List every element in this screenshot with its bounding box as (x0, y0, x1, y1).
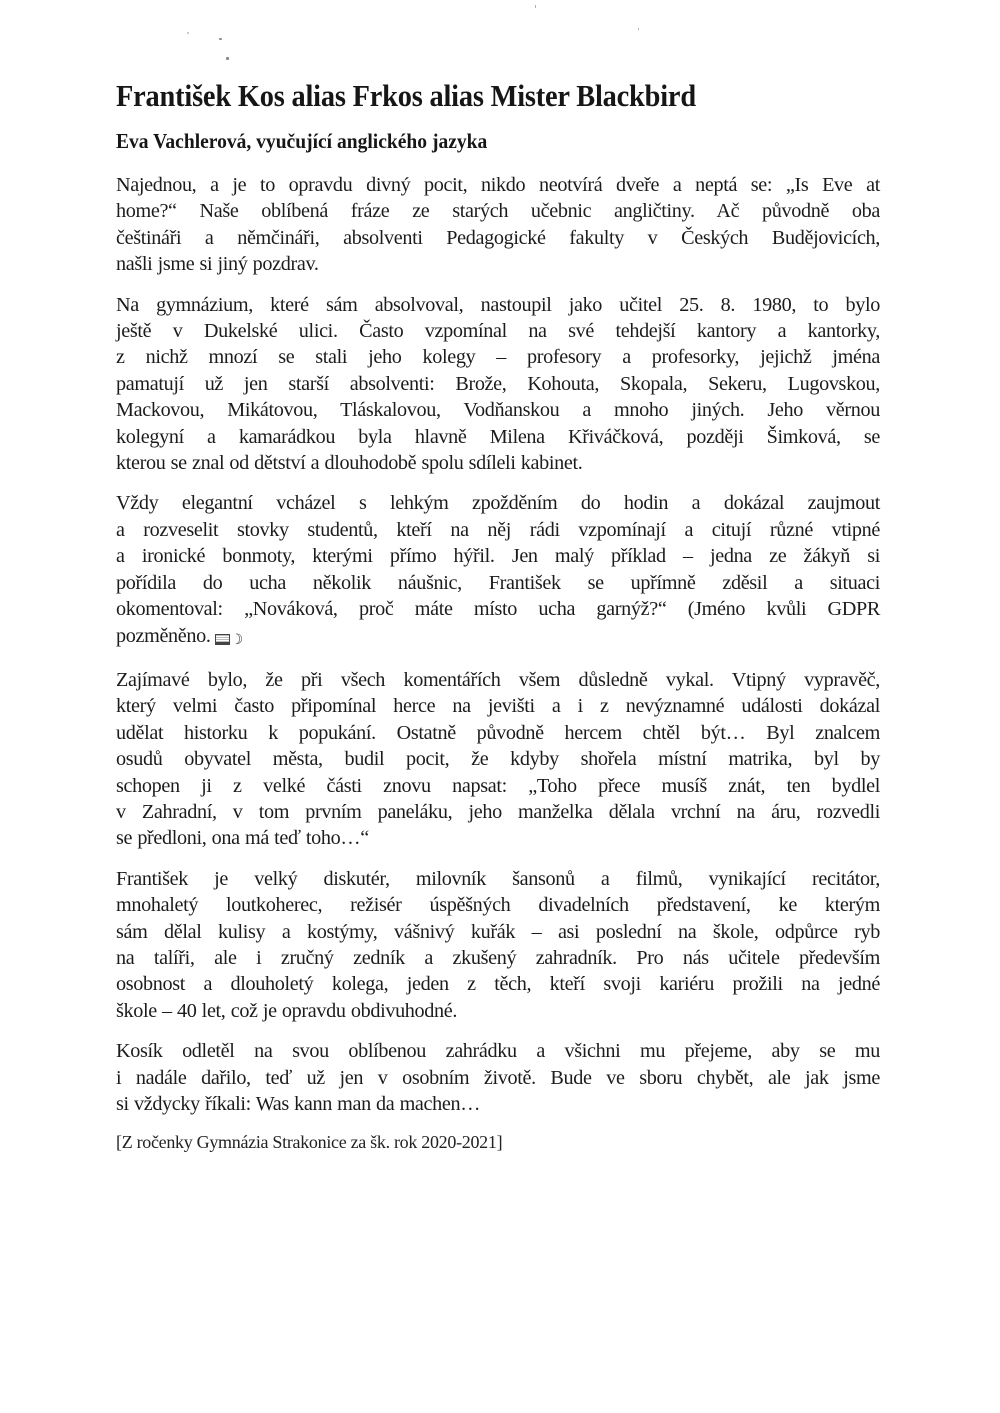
text-line: a rozveselit stovky studentů, kteří na něj rádi vzpomínají a citují různé vtipné (116, 518, 880, 541)
computer-icon (215, 634, 230, 645)
text-line: se předloni, ona má teď toho…“ (116, 827, 369, 850)
text-line (116, 623, 880, 653)
paragraph-2 (116, 292, 880, 477)
text-line: našli jsme si jiný pozdrav. (116, 253, 319, 276)
text-line: udělat historku k popukání. Ostatně původně hercem chtěl být… Byl znalcem (116, 721, 880, 744)
text-line: a ironické bonmoty, kterými přímo hýřil. Jen malý příklad – jedna ze žákyň si (116, 545, 880, 568)
text-line: ještě v Dukelské ulici. Často vzpomínal na své tehdejší kantory a kantorky, (116, 320, 880, 343)
text-line: osobnost a dlouholetý kolega, jeden z těch, kteří svoji kariéru prožili na jedné (116, 973, 880, 996)
text-line: Zajímavé bylo, že při všech komentářích všem důsledně vykal. Vtipný vypravěč, (116, 668, 880, 691)
text-line: okomentoval: „Nováková, proč máte místo ucha garnýž?“ (Jméno kvůli GDPR (116, 598, 880, 621)
scan-speck (187, 32, 189, 34)
text-line: Kosík odletěl na svou oblíbenou zahrádku a všichni mu přejeme, aby se mu (116, 1040, 880, 1063)
text-line: Mackovou, Mikátovou, Tláskalovou, Vodňanskou a mnoho jiných. Jeho věrnou (116, 399, 880, 422)
scan-speck (226, 57, 229, 60)
scan-speck (219, 38, 222, 40)
text-line: v Zahradní, v tom prvním paneláku, jeho manželka dělala vrchní na áru, rozvedli (116, 800, 880, 823)
text-line: pamatují už jen starší absolventi: Brože, Kohouta, Skopala, Sekeru, Lugovskou, (116, 372, 880, 395)
text-line: František je velký diskutér, milovník šansonů a filmů, vynikající recitátor, (116, 867, 880, 890)
article-author: Eva Vachlerová, vyučující anglického jazyka (116, 129, 488, 153)
paragraph-5 (116, 866, 880, 1024)
paragraph-6 (116, 1038, 880, 1117)
article-body (116, 172, 880, 1153)
text-line: pořídila do ucha několik náušnic, František se upřímně zděsil a situaci (116, 571, 880, 594)
emoticon (215, 626, 243, 653)
scan-speck (638, 28, 639, 30)
text-line: si vždycky říkali: Was kann man da machen… (116, 1093, 481, 1115)
text-line: kolegyní a kamarádkou byla hlavně Milena Křiváčková, později Šimková, se (116, 425, 880, 448)
text-line: kterou se znal od dětství a dlouhodobě spolu sdíleli kabinet. (116, 452, 583, 475)
article-title: František Kos alias Frkos alias Mister Blackbird (116, 79, 696, 113)
paragraph-1 (116, 172, 880, 278)
text-line: který velmi často připomínal herce na jevišti a i z nevýznamné události dokázal (116, 695, 880, 718)
text-line: Najednou, a je to opravdu divný pocit, nikdo neotvírá dveře a neptá se: „Is Eve at (116, 174, 880, 196)
text-line-content: pozměněno. (116, 624, 211, 647)
text-line: i nadále dařilo, teď už jen v osobním životě. Bude ve sboru chybět, ale jak jsme (116, 1066, 880, 1089)
text-line: schopen ji z velké části znovu napsat: „Toho přece musíš znát, ten bydlel (116, 774, 880, 797)
text-line: Na gymnázium, které sám absolvoval, nastoupil jako učitel 25. 8. 1980, to bylo (116, 293, 880, 316)
text-line: home?“ Naše oblíbená fráze ze starých učebnic angličtiny. Ač původně oba (116, 200, 880, 223)
text-line: z nichž mnozí se stali jeho kolegy – profesory a profesorky, jejichž jména (116, 346, 880, 369)
text-line: osudů obyvatel města, budil pocit, že kdyby shořela místní matrika, byl by (116, 748, 880, 771)
text-line: Vždy elegantní vcházel s lehkým zpožděním do hodin a dokázal zaujmout (116, 492, 880, 515)
text-line: češtináři a němčináři, absolventi Pedagogické fakulty v Českých Budějovicích, (116, 226, 880, 249)
text-line: na talíři, ale i zručný zedník a zkušený zahradník. Pro nás učitele především (116, 946, 880, 969)
document-page (116, 78, 880, 1153)
text-line: škole – 40 let, což je opravdu obdivuhodné. (116, 999, 458, 1022)
text-line: mnohaletý loutkoherec, režisér úspěšných divadelních představení, ke kterým (116, 894, 880, 917)
text-line: sám dělal kulisy a kostýmy, vášnivý kuřák – asi poslední na škole, odpůrce ryb (116, 920, 880, 943)
paragraph-3 (116, 490, 880, 652)
source-citation: [Z ročenky Gymnázia Strakonice za šk. rok 2020-2021] (116, 1132, 503, 1153)
scan-speck (535, 5, 536, 8)
smiley-icon: ☽ (230, 631, 243, 648)
paragraph-4 (116, 667, 880, 852)
